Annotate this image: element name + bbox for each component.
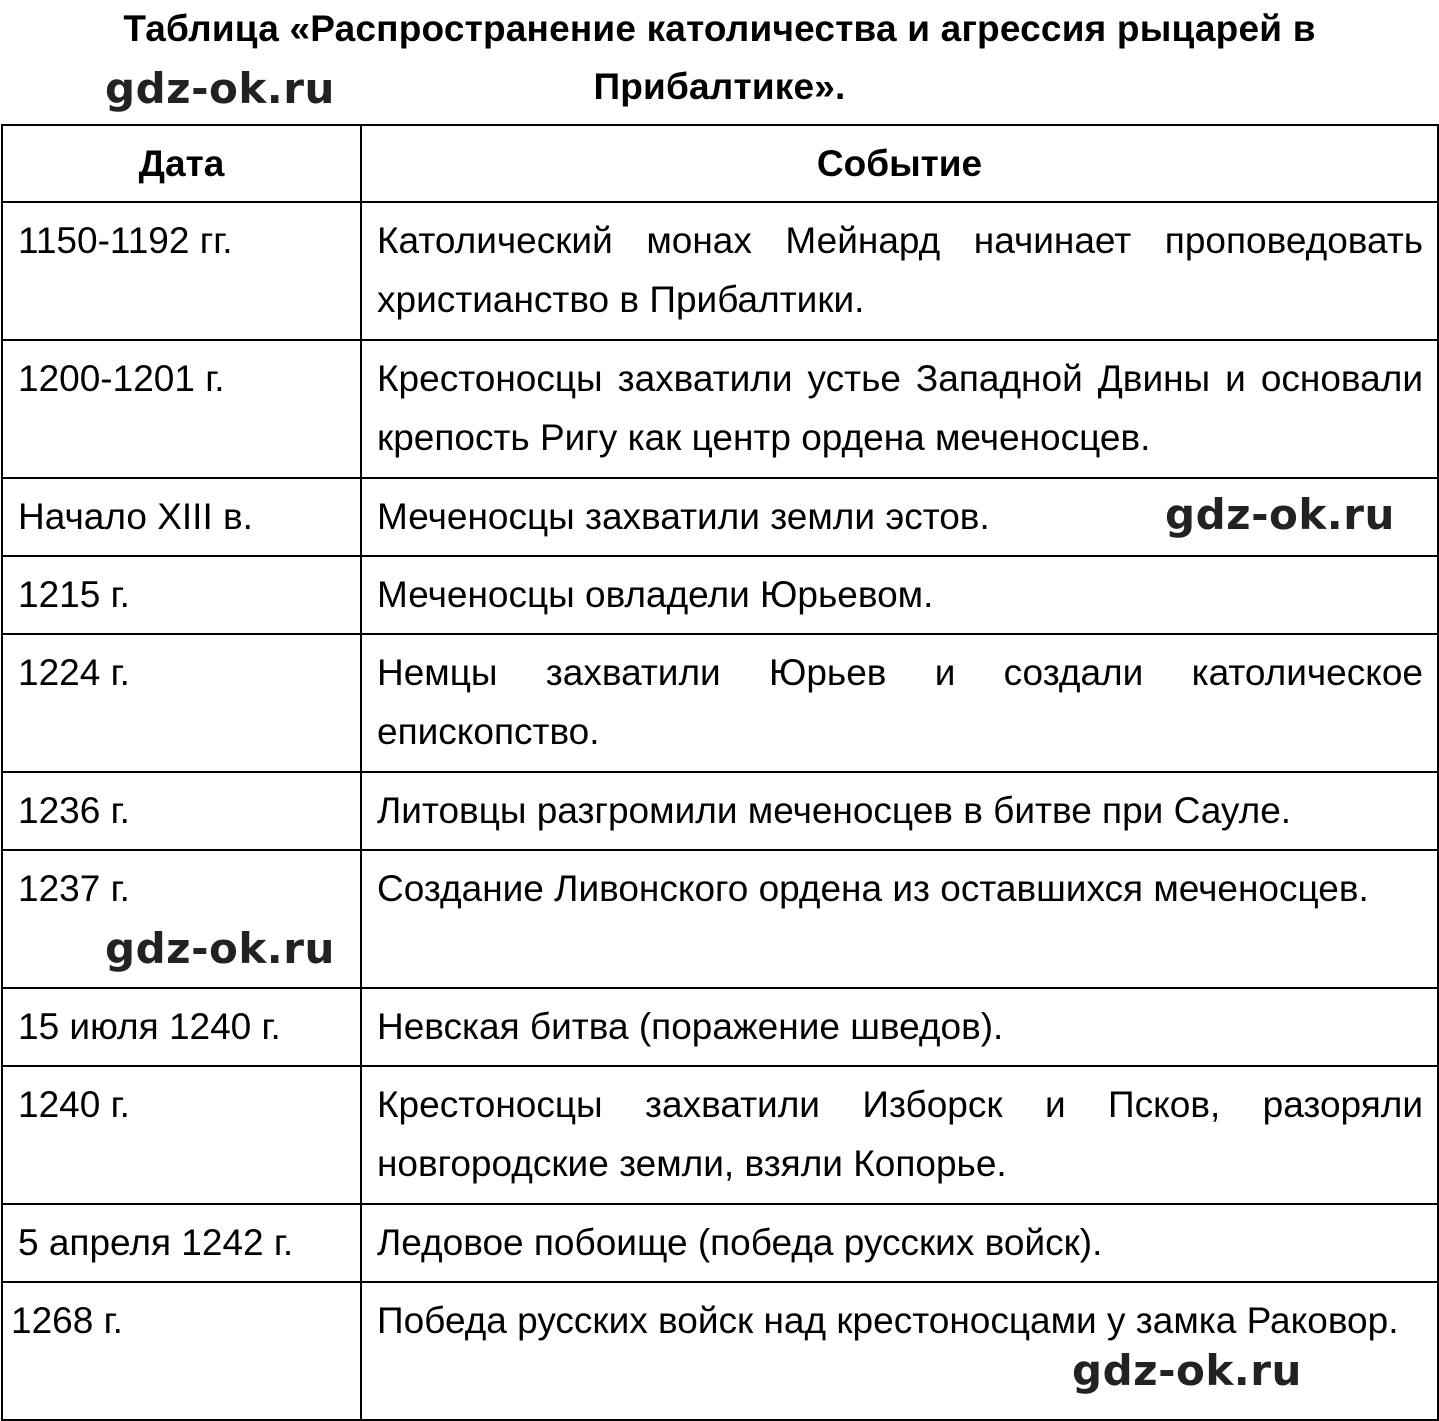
watermark-logo: gdz-ok.ru	[1072, 1346, 1302, 1395]
event-cell: Невская битва (поражение шведов).	[361, 988, 1438, 1066]
date-cell: 15 июля 1240 г.	[2, 988, 361, 1066]
event-cell: Немцы захватили Юрьев и создали католическое епископство.	[361, 634, 1438, 772]
date-cell: 1268 г.	[2, 1282, 361, 1420]
event-column-header: Событие	[361, 125, 1438, 202]
date-column-header: Дата	[2, 125, 361, 202]
table-row	[2, 202, 1438, 340]
date-cell: 1215 г.	[2, 556, 361, 634]
table-row	[2, 634, 1438, 772]
date-cell: 1240 г.	[2, 1066, 361, 1204]
title-line-1: Таблица «Распространение католичества и агрессия рыцарей в	[123, 8, 1316, 49]
date-cell: 1150-1192 гг.	[2, 202, 361, 340]
date-cell: Начало XIII в.	[2, 478, 361, 556]
event-cell: Крестоносцы захватили Изборск и Псков, разоряли новгородские земли, взяли Копорье.	[361, 1066, 1438, 1204]
event-cell: Ледовое побоище (победа русских войск).	[361, 1204, 1438, 1282]
event-cell: Литовцы разгромили меченосцев в битве при Сауле.	[361, 772, 1438, 850]
event-cell: Создание Ливонского ордена из оставшихся меченосцев.	[361, 850, 1438, 988]
table-row	[2, 340, 1438, 478]
event-cell: Победа русских войск над крестоносцами у замка Раковор.	[361, 1282, 1438, 1420]
date-cell: 1224 г.	[2, 634, 361, 772]
table-row	[2, 1066, 1438, 1204]
table-header-row	[2, 125, 1438, 202]
date-cell: 5 апреля 1242 г.	[2, 1204, 361, 1282]
event-cell: Крестоносцы захватили устье Западной Двины и основали крепость Ригу как центр ордена меченосцев.	[361, 340, 1438, 478]
watermark-logo: gdz-ok.ru	[1165, 490, 1395, 539]
date-cell: 1236 г.	[2, 772, 361, 850]
title-line-2: Прибалтике».	[593, 66, 846, 107]
watermark-logo: gdz-ok.ru	[105, 924, 335, 973]
events-table	[1, 124, 1439, 1421]
table-row	[2, 988, 1438, 1066]
event-cell: Меченосцы захватили земли эстов.	[361, 478, 1438, 556]
date-cell: 1237 г.	[2, 850, 361, 988]
table-row	[2, 772, 1438, 850]
table-row	[2, 1204, 1438, 1282]
event-cell: Меченосцы овладели Юрьевом.	[361, 556, 1438, 634]
watermark-logo: gdz-ok.ru	[105, 64, 335, 113]
date-cell: 1200-1201 г.	[2, 340, 361, 478]
table-row	[2, 556, 1438, 634]
event-cell: Католический монах Мейнард начинает проповедовать христианство в Прибалтики.	[361, 202, 1438, 340]
